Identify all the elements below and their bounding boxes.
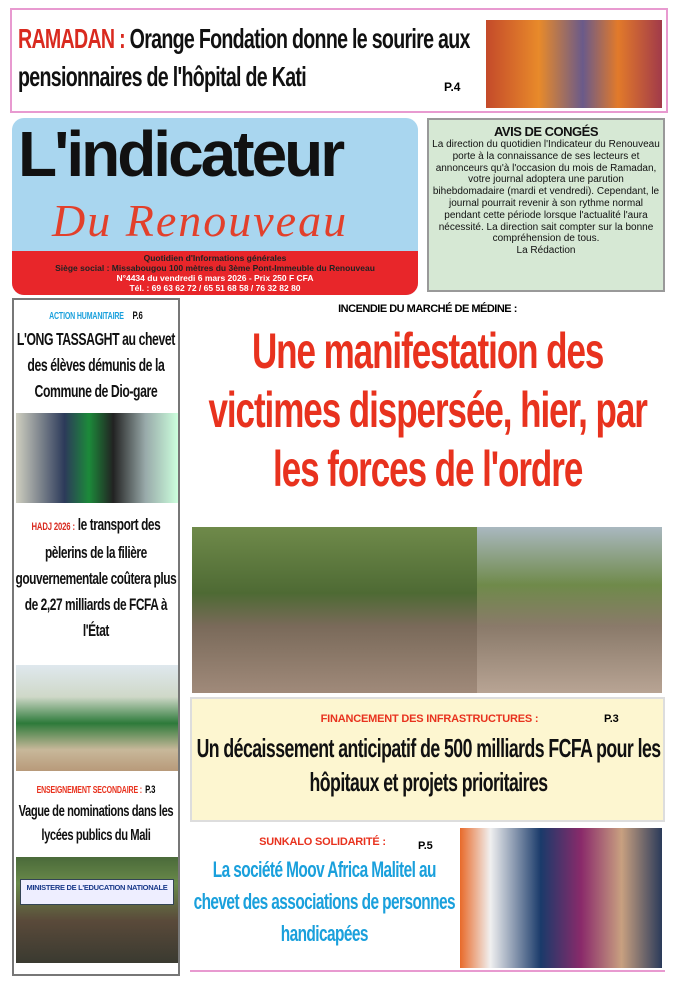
tagline: Quotidien d'Informations générales [143, 253, 287, 263]
kicker: ACTION HUMANITAIRE [49, 311, 124, 322]
kicker: ENSEIGNEMENT SECONDAIRE : [36, 785, 142, 796]
lead-photo-2 [477, 527, 662, 693]
top-banner[interactable] [10, 8, 668, 113]
lead-photo [192, 527, 477, 693]
article-sunkalo[interactable] [190, 826, 665, 972]
left-column [12, 298, 180, 976]
top-banner-title: Orange Fondation donne le sourire aux pensionnaires de l'hôpital de Kati [18, 23, 470, 92]
lead-kicker: INCENDIE DU MARCHÉ DE MÉDINE : [338, 303, 517, 315]
top-banner-photo [486, 20, 662, 108]
article-title: Vague de nominations dans les lycées publics du Mali [18, 803, 174, 844]
article-title: le transport des pèlerins de la filière gouvernementale coûtera plus de 2,27 milliards de FCFA à l'État [15, 515, 177, 640]
lead-headline[interactable]: Une manifestation des victimes dispersée, hier, par les forces de l'ordre [208, 323, 647, 497]
masthead [12, 118, 418, 295]
kicker: SUNKALO SOLIDARITÉ : [259, 836, 386, 848]
top-banner-headline [18, 20, 478, 96]
top-banner-kicker: RAMADAN : [18, 23, 125, 54]
article-photo [460, 828, 662, 968]
article-photo [16, 413, 178, 503]
address: Siège social : Missabougou 100 mètres du 3ème Pont-Immeuble du Renouveau [55, 263, 375, 273]
issue-info: N°4434 du vendredi 6 mars 2026 - Prix 250 F CFA [116, 273, 314, 283]
notice-title: AVIS DE CONGÉS [493, 124, 598, 139]
article-photo [16, 665, 178, 771]
masthead-name: L'indicateur [18, 118, 343, 190]
masthead-subname: Du Renouveau [52, 195, 349, 246]
notice-box [427, 118, 665, 292]
masthead-info [12, 251, 418, 295]
notice-signature: La Rédaction [516, 245, 576, 257]
page-ref: P.4 [444, 80, 461, 94]
page-ref: P.6 [132, 310, 143, 322]
page-ref: P.3 [145, 784, 156, 796]
notice-body: La direction du quotidien l'Indicateur du Renouveau porte à la connaissance de ses lecteurs et annonceurs qu'à l'occasion du mois de Ramadan, votre journal adoptera une parution bihebdomadaire (mardi et vendredi). Cependant, le journal pourrait revenir à son rythme normal pendant cette période lorsque l'actualité l'aura nécessité. La direction sait compter sur la bonne compréhension de tous. [432, 139, 660, 245]
article-title: L'ONG TASSAGHT au chevet des élèves démunis de la Commune de Dio-gare [16, 329, 175, 401]
article-hadj[interactable] [14, 512, 178, 644]
photo-sign: MINISTERE DE L'EDUCATION NATIONALE [20, 879, 174, 905]
article-title: Un décaissement anticipatif de 500 milliards FCFA pour les hôpitaux et projets prioritaires [196, 733, 661, 797]
article-enseignement[interactable] [14, 780, 178, 848]
article-photo [16, 857, 178, 963]
kicker: FINANCEMENT DES INFRASTRUCTURES : [320, 713, 539, 725]
phone: Tél. : 69 63 62 72 / 65 51 68 58 / 76 32 82 80 [129, 283, 301, 293]
page-ref: P.3 [604, 713, 619, 725]
page-ref: P.5 [418, 840, 433, 852]
kicker: HADJ 2026 : [31, 521, 75, 533]
article-financement[interactable] [190, 697, 665, 822]
article-action-humanitaire[interactable] [14, 306, 178, 404]
article-title: La société Moov Africa Malitel au chevet des associations de personnes handicapées [193, 857, 456, 946]
